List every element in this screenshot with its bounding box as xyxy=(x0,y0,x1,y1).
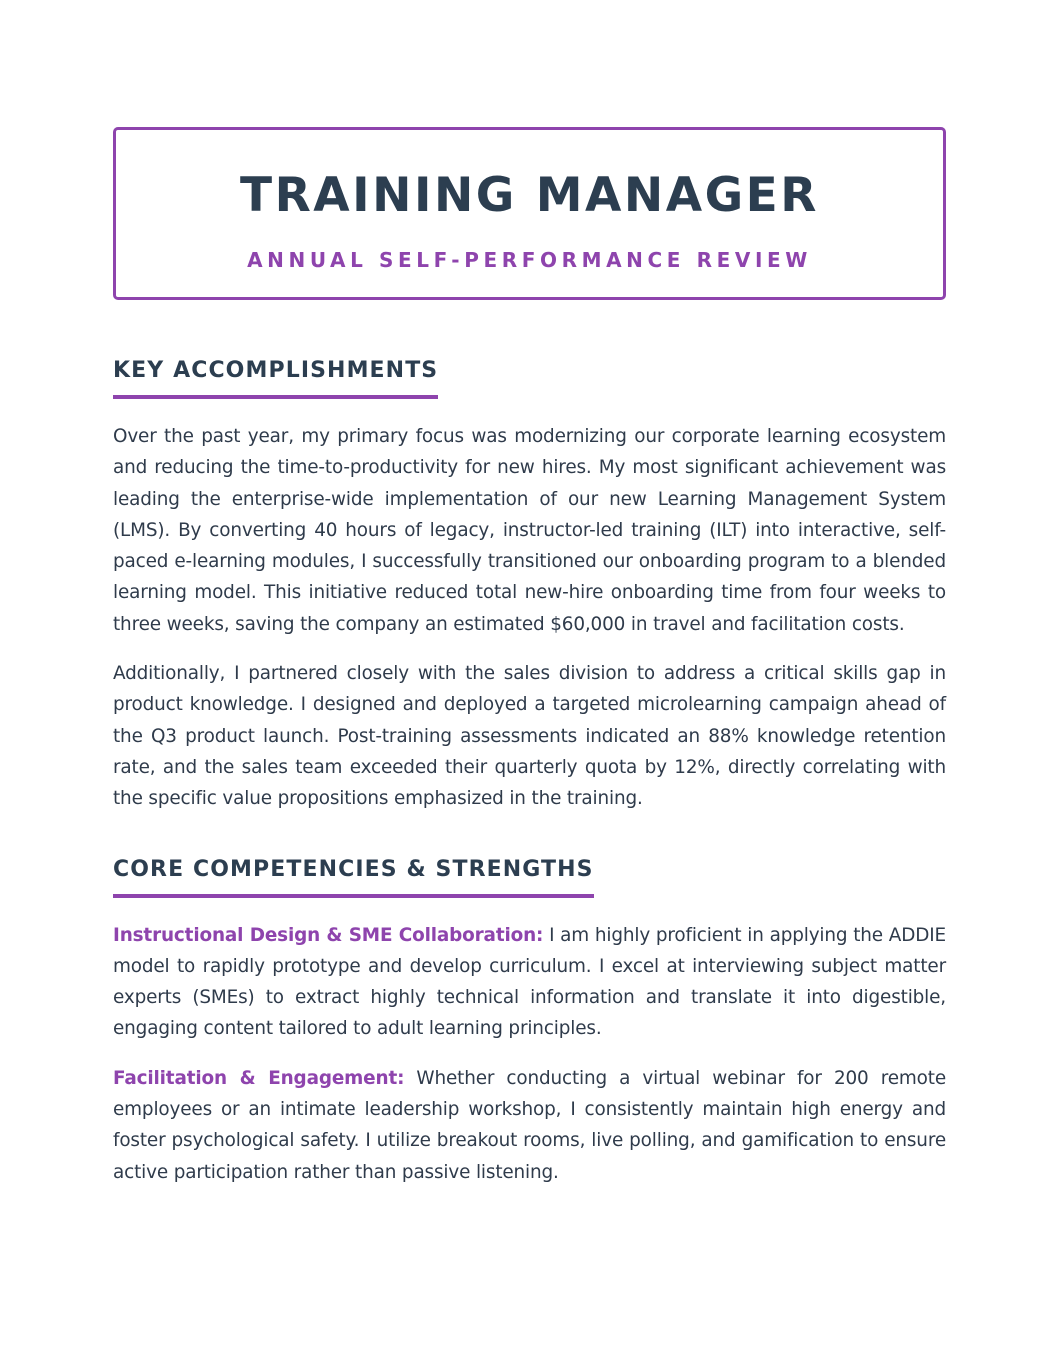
paragraph: Over the past year, my primary focus was modernizing our corporate learning ecosystem and reducing the time-to-productivity for new hires. My most significant achievement was leading the enterprise-wide implementation of our new Learning Management System (LMS). By converting 40 hours of legacy, instructor-led training (ILT) into interactive, self-paced e-learning modules, I successfully transitioned our onboarding program to a blended learning model. This initiative reduced total new-hire onboarding time from four weeks to three weeks, saving the company an estimated $60,000 in travel and facilitation costs. xyxy=(113,426,946,635)
section-core-competencies xyxy=(113,855,946,1188)
competency-item xyxy=(113,1063,946,1188)
competency-description: Whether conducting a virtual webinar for 200 remote employees or an intimate leadership workshop, I consistently maintain high energy and foster psychological safety. I utilize breakout rooms, live polling, and gamification to ensure active participation rather than passive listening. xyxy=(113,1067,946,1183)
title-banner xyxy=(113,127,946,300)
competency-term: Instructional Design & SME Collaboration: xyxy=(113,924,544,946)
review-document xyxy=(113,127,946,1188)
section-heading: KEY ACCOMPLISHMENTS xyxy=(113,356,438,399)
section-key-accomplishments xyxy=(113,356,946,815)
competency-term: Facilitation & Engagement: xyxy=(113,1067,405,1089)
competency-item xyxy=(113,920,946,1045)
paragraph: Additionally, I partnered closely with the sales division to address a critical skills gap in product knowledge. I designed and deployed a targeted microlearning campaign ahead of the Q3 product launch. Post-training assessments indicated an 88% knowledge retention rate, and the sales team exceeded their quarterly quota by 12%, directly correlating with the specific value propositions emphasized in the training. xyxy=(113,663,946,810)
document-subtitle: ANNUAL SELF-PERFORMANCE REVIEW xyxy=(247,248,812,272)
document-title: TRAINING MANAGER xyxy=(240,168,819,223)
competency-description: I am highly proficient in applying the ADDIE model to rapidly prototype and develop curriculum. I excel at interviewing subject matter experts (SMEs) to extract highly technical information and translate it into digestible, engaging content tailored to adult learning principles. xyxy=(113,924,946,1040)
section-heading: CORE COMPETENCIES & STRENGTHS xyxy=(113,855,594,898)
